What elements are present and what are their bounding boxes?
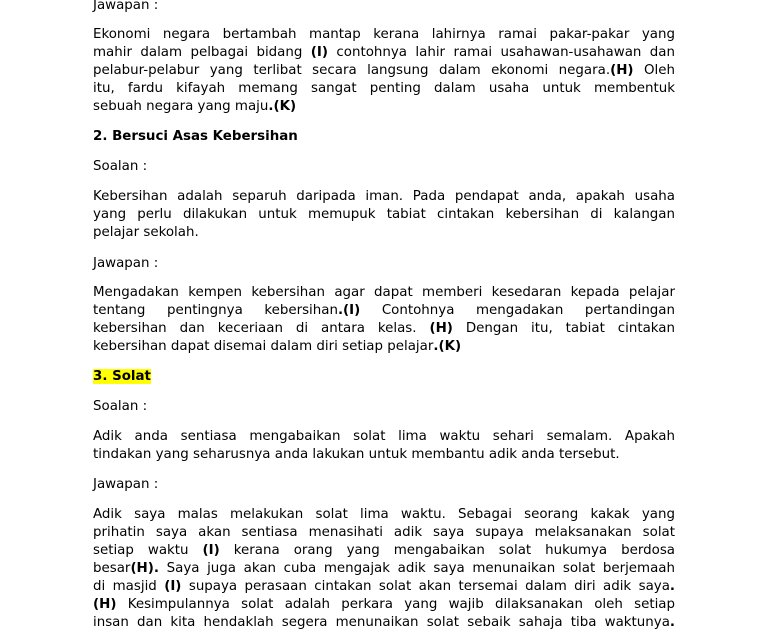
question-paragraph-2: Kebersihan adalah separuh daripada iman. Pada pendapat anda, apakah usaha yang perlu dilakukan untuk memupuk tabiat cintakan kebersihan di kalangan pelajar sekolah. [93,189,675,240]
answer-label: Jawapan : [93,256,159,271]
question-paragraph-3: Adik anda sentiasa mengabaikan solat lima waktu sehari semalam. Apakah tindakan yang seharusnya anda lakukan untuk membantu adik anda tersebut. [93,429,675,462]
answer-label: Jawapan : [93,0,159,13]
question-label: Soalan : [93,399,148,414]
highlighted-heading-text: 3. Solat [93,369,151,384]
answer-paragraph-3: Adik saya malas melakukan solat lima waktu. Sebagai seorang kakak yang prihatin saya akan sentiasa menasihati adik saya supaya melaksanakan solat setiap waktu (I) kerana orang yang mengabaikan solat hukumya berdosa besar(H). Saya juga akan cuba mengajak adik saya menunaikan solat berjemaah di masjid (I) supaya perasaan cintakan solat akan tersemai dalam diri adik saya. (H) Kesimpulannya solat adalah perkara yang wajib dilaksanakan oleh setiap insan dan kita hendaklah segera menunaikan solat sebaik sahaja tiba waktunya. [93,507,675,630]
question-label: Soalan : [93,159,148,174]
section-heading-3 [93,368,151,386]
section-heading-2: 2. Bersuci Asas Kebersihan [93,129,298,144]
answer-paragraph-2: Mengadakan kempen kebersihan agar dapat memberi kesedaran kepada pelajar tentang pentingnya kebersihan.(I) Contohnya mengadakan pertandingan kebersihan dan keceriaan di antara kelas. (H) Dengan itu, tabiat cintakan kebersihan dapat disemai dalam diri setiap pelajar.(K) [93,285,675,354]
answer-paragraph-1: Ekonomi negara bertambah mantap kerana lahirnya ramai pakar-pakar yang mahir dalam pelbagai bidang (I) contohnya lahir ramai usahawan-usahawan dan pelabur-pelabur yang terlibat secara langsung dalam ekonomi negara.(H) Oleh itu, fardu kifayah memang sangat penting dalam usaha untuk membentuk sebuah negara yang maju.(K) [93,27,675,114]
answer-label: Jawapan : [93,477,159,492]
